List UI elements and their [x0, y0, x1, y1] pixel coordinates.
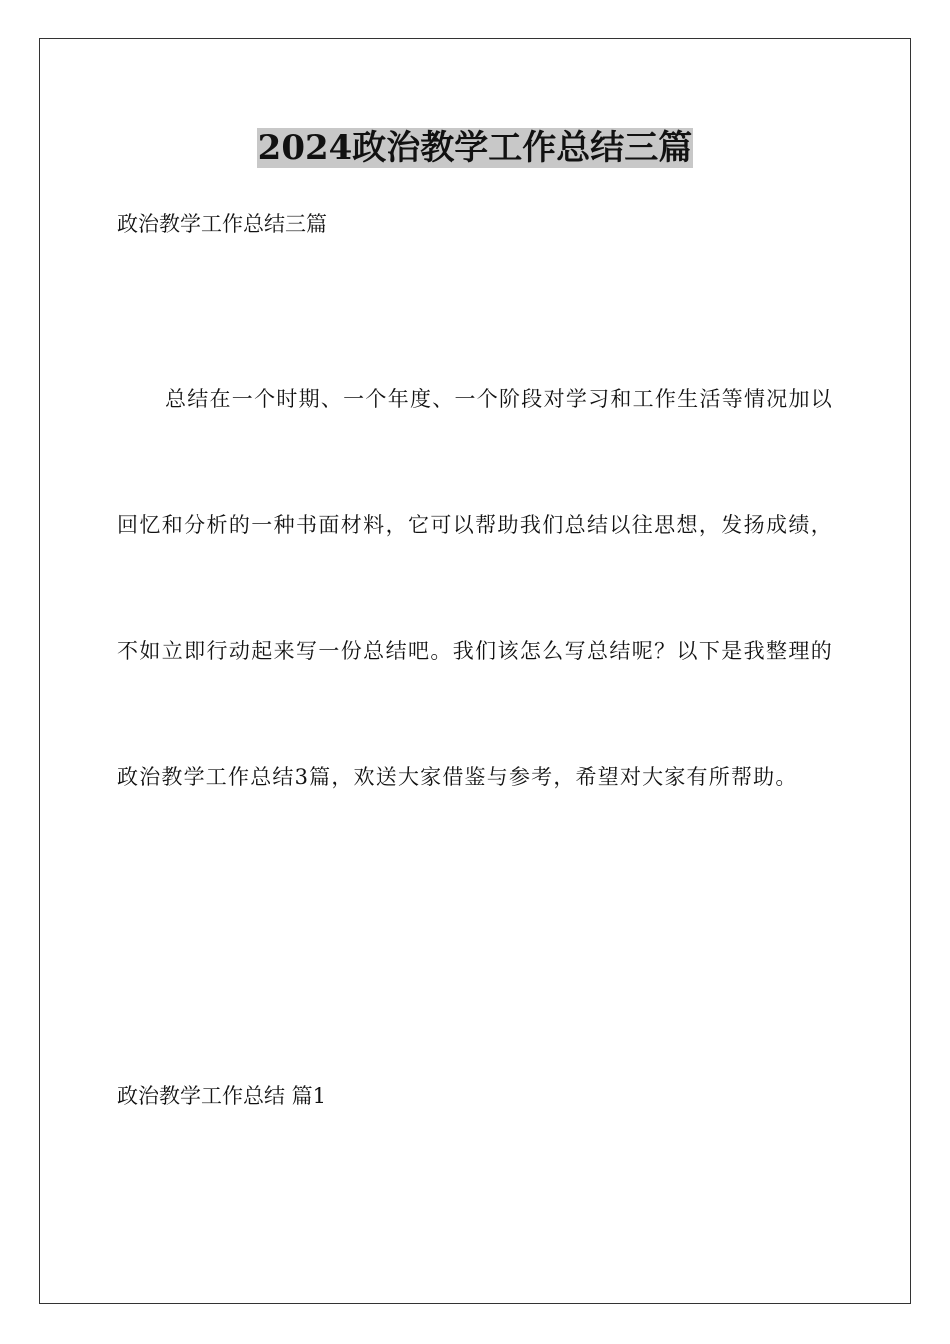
section-heading: 政治教学工作总结 篇1: [117, 1084, 327, 1108]
document-subtitle: 政治教学工作总结三篇: [117, 212, 327, 236]
document-title: [0, 126, 950, 170]
intro-paragraph: 总结在一个时期、一个年度、一个阶段对学习和工作生活等情况加以回忆和分析的一种书面材料，它可以帮助我们总结以往思想，发扬成绩，不如立即行动起来写一份总结吧。我们该怎么写总结呢？以下是我整理的政治教学工作总结3篇，欢送大家借鉴与参考，希望对大家有所帮助。: [117, 387, 833, 789]
document-title-text: 2024政治教学工作总结三篇: [257, 128, 693, 168]
